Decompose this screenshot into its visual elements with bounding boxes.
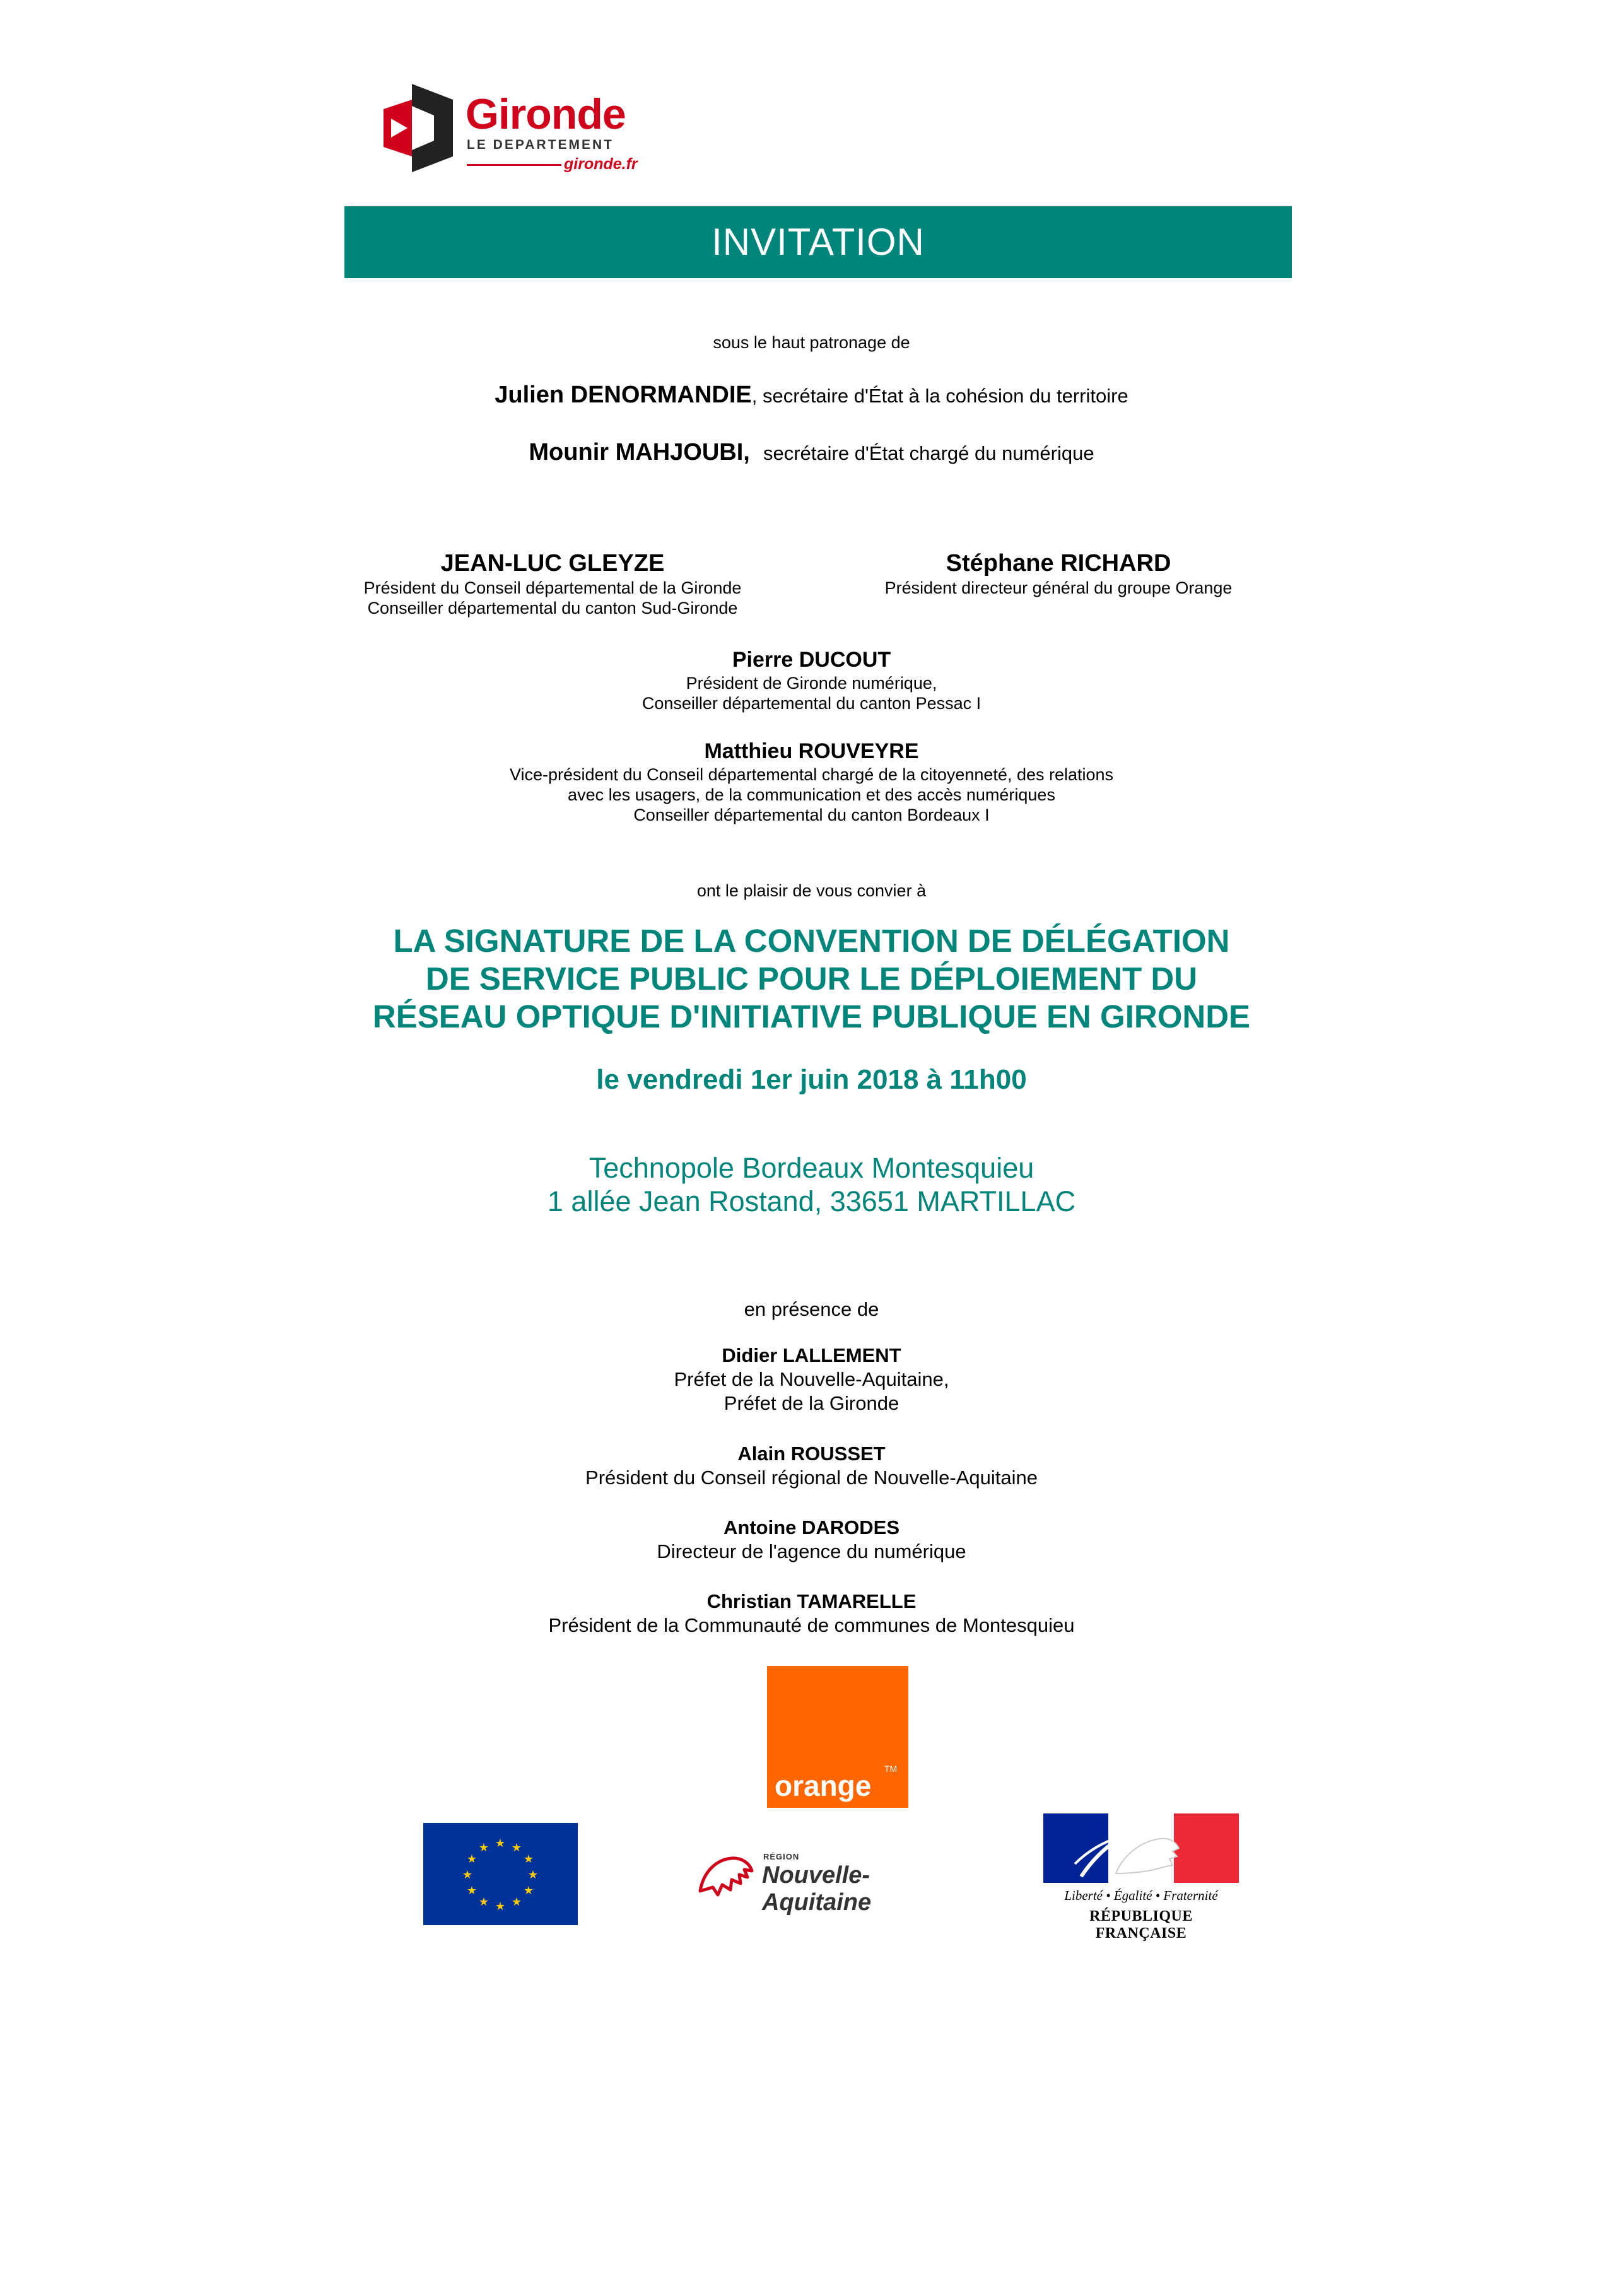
- host-richard: [806, 549, 1311, 598]
- presence-intro: en présence de: [744, 1298, 879, 1320]
- guest-title: Président de la Communauté de communes de Montesquieu: [548, 1614, 1075, 1636]
- svg-text:★: ★: [466, 1853, 478, 1866]
- host-title: Vice-président du Conseil départemental chargé de la citoyenneté, des relations: [509, 765, 1114, 784]
- event-title-line: RÉSEAU OPTIQUE D'INITIATIVE PUBLIQUE EN GIRONDE: [372, 999, 1251, 1034]
- host-name: Pierre DUCOUT: [732, 648, 891, 672]
- rf-name: RÉPUBLIQUE FRANÇAISE: [1089, 1908, 1193, 1942]
- svg-text:★: ★: [495, 1900, 506, 1913]
- host-name: JEAN-LUC GLEYZE: [440, 550, 665, 577]
- event-title-line: LA SIGNATURE DE LA CONVENTION DE DÉLÉGATION: [393, 923, 1230, 959]
- guest-title: Président du Conseil régional de Nouvelle-Aquitaine: [585, 1467, 1038, 1489]
- guest-name: Didier LALLEMENT: [722, 1344, 901, 1366]
- rf-motto: Liberté • Égalité • Fraternité: [1064, 1888, 1218, 1903]
- guest-lallement: [0, 1344, 1623, 1415]
- svg-text:★: ★: [511, 1895, 522, 1909]
- logo-name: Gironde: [466, 90, 626, 138]
- patron-denormandie: [0, 380, 1623, 411]
- event-place: Technopole Bordeaux Montesquieu: [589, 1152, 1034, 1184]
- patron-name: Julien DENORMANDIE: [495, 382, 752, 408]
- event-address: 1 allée Jean Rostand, 33651 MARTILLAC: [547, 1185, 1076, 1217]
- orange-logo: [767, 1666, 908, 1808]
- guest-rousset: [0, 1442, 1623, 1490]
- guest-title: Préfet de la Gironde: [724, 1392, 899, 1414]
- convocation-text: ont le plaisir de vous convier à: [696, 881, 927, 900]
- event-date: le vendredi 1er juin 2018 à 11h00: [596, 1064, 1027, 1095]
- guest-darodes: [0, 1516, 1623, 1564]
- logo-url: gironde.fr: [564, 155, 638, 173]
- region-logo: [694, 1842, 959, 1916]
- guest-title: Directeur de l'agence du numérique: [657, 1540, 966, 1562]
- host-title: Président du Conseil départemental de la Gironde: [363, 578, 742, 597]
- republique-francaise-logo: [1043, 1813, 1239, 1942]
- patronage-intro: sous le haut patronage de: [713, 333, 910, 352]
- svg-text:★: ★: [466, 1884, 478, 1897]
- host-title: avec les usagers, de la communication et des accès numériques: [568, 785, 1055, 804]
- svg-text:★: ★: [527, 1868, 539, 1882]
- region-label: RÉGION: [763, 1852, 800, 1861]
- gironde-emblem-icon: [377, 81, 459, 175]
- gironde-logo: [377, 81, 642, 182]
- eu-stars-icon: [423, 1823, 578, 1925]
- patron-mahjoubi: [0, 438, 1623, 468]
- guest-name: Christian TAMARELLE: [706, 1590, 917, 1612]
- logo-divider: [467, 164, 561, 166]
- svg-text:★: ★: [511, 1841, 522, 1854]
- lion-icon: [694, 1847, 757, 1904]
- logo-subtitle: LE DEPARTEMENT: [467, 138, 614, 152]
- host-ducout: [0, 647, 1623, 713]
- host-title: Conseiller départemental du canton Sud-Gironde: [367, 599, 738, 618]
- host-title: Conseiller départemental du canton Pessac I: [642, 694, 981, 713]
- svg-text:★: ★: [462, 1868, 473, 1882]
- svg-text:★: ★: [478, 1895, 489, 1909]
- patron-role: secrétaire d'État chargé du numérique: [763, 442, 1094, 464]
- host-gleyze: [300, 549, 805, 618]
- guest-name: Alain ROUSSET: [737, 1443, 886, 1465]
- svg-text:★: ★: [495, 1837, 506, 1850]
- orange-trademark: TM: [884, 1764, 898, 1774]
- svg-text:★: ★: [523, 1853, 534, 1866]
- event-title-line: DE SERVICE PUBLIC POUR LE DÉPLOIEMENT DU: [425, 961, 1198, 997]
- guest-name: Antoine DARODES: [724, 1516, 899, 1538]
- patron-role: , secrétaire d'État à la cohésion du territoire: [751, 385, 1128, 407]
- event-title: [0, 922, 1623, 1036]
- guest-tamarelle: [0, 1590, 1623, 1637]
- svg-text:★: ★: [478, 1841, 489, 1854]
- eu-flag-icon: [423, 1823, 578, 1925]
- invitation-banner: INVITATION: [344, 206, 1292, 278]
- host-title: Président directeur général du groupe Orange: [884, 578, 1233, 597]
- guest-title: Préfet de la Nouvelle-Aquitaine,: [674, 1368, 949, 1390]
- patron-name: Mounir MAHJOUBI,: [529, 439, 750, 466]
- host-rouveyre: [0, 738, 1623, 825]
- host-name: Stéphane RICHARD: [946, 550, 1171, 577]
- host-title: Président de Gironde numérique,: [686, 674, 937, 693]
- orange-wordmark: orange: [775, 1769, 872, 1802]
- marianne-icon: [1043, 1813, 1239, 1883]
- host-title: Conseiller départemental du canton Bordeaux I: [633, 805, 990, 824]
- host-name: Matthieu ROUVEYRE: [704, 739, 919, 763]
- svg-text:★: ★: [523, 1884, 534, 1897]
- region-name: Nouvelle-Aquitaine: [762, 1862, 872, 1916]
